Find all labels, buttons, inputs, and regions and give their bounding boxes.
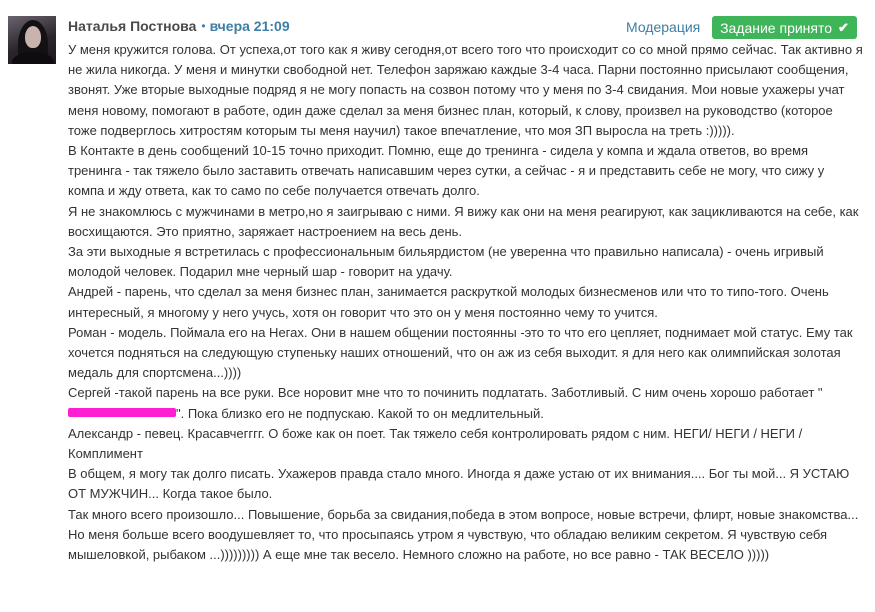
message-paragraph: За эти выходные я встретилась с профессиональным бильярдистом (не уверенна что правильно написала) - очень игривый молодой человек. Подарил мне черный шар - говорит на удачу. <box>68 244 824 280</box>
author-name[interactable]: Наталья Постнова <box>68 18 197 34</box>
task-accepted-button[interactable] <box>712 16 857 39</box>
redaction-mark <box>68 408 176 417</box>
message-paragraph: Андрей - парень, что сделал за меня бизнес план, занимается раскруткой молодых бизнесменов или что то типо-того. Очень интересный, я многому у него учусь, хотя он говорит что это он у меня постоянно чему то учится. <box>68 284 829 320</box>
task-accepted-label: Задание принято <box>720 19 833 36</box>
message-paragraph: У меня кружится голова. От успеха,от того как я живу сегодня,от всего того что происходит со со мной прямо сейчас. Так активно я не жила никогда. У меня и минутки свободной нет. Телефон заряжаю каждые 3-4 часа. Парни постоянно присылают сообщения, звонят. Уже вторые выходные подряд я не могу попасть на созвон потому что у меня по 3-4 свидания. Мои новые ухажеры учат меня новому, помогают в работе, один даже сделал за меня бизнес план, который, к слову, произвел на руководство (которое тоже подверглось хитростям которым ты меня научил) такое впечатление, что моя ЗП выросла на треть :))))). <box>68 42 863 138</box>
message-paragraph: Я не знакомлюсь с мужчинами в метро,но я заигрываю с ними. Я вижу как они на меня реагируют, как зацикливаются на себе, как восхищаются. Это приятно, заряжает настроением на весь день. <box>68 203 859 239</box>
message-paragraph: Александр - певец. Красавчегггг. О боже как он поет. Так тяжело себя контролировать рядом с ним. НЕГИ/ НЕГИ / НЕГИ / Комплимент <box>68 425 803 462</box>
message-paragraph: В общем, я могу так долго писать. Ухажеров правда стало много. Иногда я даже устаю от их внимания.... Бог ты мой... Я УСТАЮ ОТ МУЖЧИН... Когда такое было. <box>68 466 850 502</box>
post-time[interactable]: вчера 21:09 <box>209 18 290 34</box>
message-text: ". Пока близко его не подпускаю. Какой то он медлительный. <box>176 405 544 421</box>
post-header <box>68 16 290 36</box>
message-paragraph: Так много всего произошло... Повышение, борьба за свидания,победа в этом вопросе, новые встречи, флирт, новые знакомства... <box>68 506 859 522</box>
avatar[interactable] <box>8 16 56 64</box>
message-paragraph: Но меня больше всего воодушевляет то, что просыпаясь утром я чувствую, что обладаю великим секретом. Я чувствую себя мышеловкой, рыбаком ...))))))))) А еще мне так весело. Немного сложно на работе, но все равно - ТАК ВЕСЕЛО ))))) <box>68 526 828 563</box>
message-paragraph: В Контакте в день сообщений 10-15 точно приходит. Помню, еще до тренинга - сидела у компа и ждала ответов, во время тренинга - так тяжело было заставить отвечать написавшим через сутки, а сейчас - я и представить себе не могу, что сижу у компа и жду ответа, как то само по себе получается отвечать долго. <box>68 143 825 199</box>
message-paragraph <box>68 383 864 423</box>
message-paragraph: Роман - модель. Поймала его на Негах. Они в нашем общении постоянны -это то что его цепляет, поднимает мой статус. Ему так хочется подняться на следующую ступеньку наших отношений, что он аж из себя выходит. я для него как олимпийская золотая медаль для спортсмена...)))) <box>68 324 853 381</box>
check-icon: ✔ <box>838 19 849 35</box>
message-body <box>68 40 864 565</box>
message-text: Сергей -такой парень на все руки. Все норовит мне что то починить подлатать. Заботливый. С ним очень хорошо работает " <box>68 385 823 401</box>
avatar-face <box>25 26 41 48</box>
moderation-link[interactable]: Модерация <box>626 19 701 35</box>
header-separator: • <box>201 19 206 33</box>
